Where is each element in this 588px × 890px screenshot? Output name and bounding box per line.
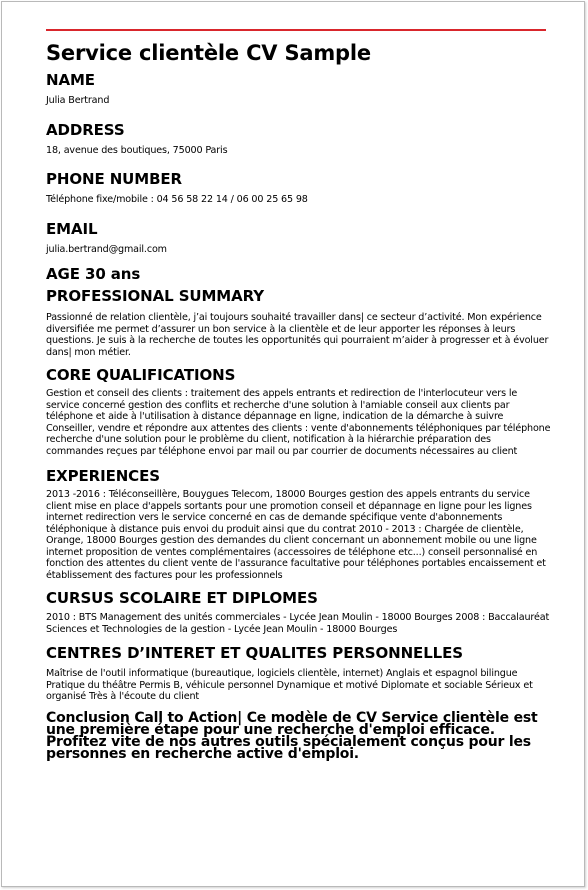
section-interests — [46, 643, 551, 703]
address-value: 18, avenue des boutiques, 75000 Paris — [46, 144, 228, 156]
section-address — [46, 120, 551, 157]
name-heading: NAME — [46, 71, 95, 89]
red-top-rule — [46, 29, 546, 31]
phone-heading: PHONE NUMBER — [46, 170, 183, 188]
education-text: 2010 : BTS Management des unités commerciales - Lycée Jean Moulin - 18000 Bourges 2008 : Baccalauréat Sciences et Technologies de la gestion - Lycée Jean Moulin - 18000 Bourges — [46, 612, 550, 635]
section-age — [46, 264, 551, 284]
address-heading: ADDRESS — [46, 120, 125, 139]
page-title: Service clientèle CV Sample — [46, 41, 371, 65]
email-value: julia.bertrand@gmail.com — [46, 243, 167, 255]
section-education — [46, 588, 551, 635]
age-heading: AGE 30 ans — [46, 265, 141, 283]
section-email — [46, 219, 551, 256]
education-heading: CURSUS SCOLAIRE ET DIPLOMES — [46, 589, 318, 607]
cv-content — [46, 39, 551, 760]
experiences-heading: EXPERIENCES — [46, 467, 160, 485]
section-experiences — [46, 466, 551, 581]
section-name — [46, 70, 551, 107]
name-value: Julia Bertrand — [46, 95, 110, 106]
qualifications-text: Gestion et conseil des clients : traitement des appels entrants et redirection de l'interlocuteur vers le service concerné gestion des conflits et recherche d'une solution à l'amiable conseil aux clients par téléphone et aide à l'utilisation à distance dépannage en ligne, indication de la démarche à suivre Conseiller, vendre et répondre aux attentes des clients : vente d'abonnements téléphoniques par téléphone recherche d'une solution pour le problème du client, notification à la hiérarchie préparation des commandes reçues par téléphone envoi par mail ou par courrier de documents nécessaires au client — [46, 388, 551, 457]
phone-value: Téléphone fixe/mobile : 04 56 58 22 14 / 06 00 25 65 98 — [46, 194, 308, 205]
conclusion-call-to-action: Conclusion Call to Action| Ce modèle de CV Service clientèle est une première étape pour une recherche d'emploi efficace. Profitez vite de nos autres outils spécialement conçus pour les personnes en recherche active d'emploi. — [46, 709, 538, 762]
interests-heading: CENTRES D’INTERET ET QUALITES PERSONNELLES — [46, 644, 463, 662]
section-summary — [46, 286, 551, 358]
experiences-text: 2013 -2016 : Téléconseillère, Bouygues Telecom, 18000 Bourges gestion des appels entrants du service client mise en place d'appels sortants pour une promotion conseil et dépannage en ligne pour les lignes internet redirection vers le service concerné en cas de demande spécifique vente d'abonnements téléphonique à distance puis envoi du produit ainsi que du contrat 2010 - 2013 : Chargée de clientèle, Orange, 18000 Bourges gestion des demandes du client concernant un abonnement mobile ou une ligne internet proposition de ventes complémentaires (accessoires de téléphone etc...) conseil personnalisé en fonction des attentes du client vente de l'assurance facultative pour téléphones portables encaissement et établissement des factures pour les professionnels — [46, 489, 546, 581]
qualifications-heading: CORE QUALIFICATIONS — [46, 366, 236, 384]
section-phone — [46, 169, 551, 206]
interests-text: Maîtrise de l'outil informatique (bureautique, logiciels clientèle, internet) Anglais et espagnol bilingue Pratique du théâtre Permis B, véhicule personnel Dynamique et motivé Diplomate et sociable Sérieux et organisé Très à l'écoute du client — [46, 668, 533, 702]
summary-heading: PROFESSIONAL SUMMARY — [46, 287, 265, 305]
section-qualifications — [46, 365, 551, 457]
cv-page — [1, 1, 585, 887]
email-heading: EMAIL — [46, 219, 98, 238]
summary-text: Passionné de relation clientèle, j’ai toujours souhaité travailler dans| ce secteur d’activité. Mon expérience diversifiée me permet d’assurer un bon service à la clientèle et de leur apporter les réponses à leurs questions. Je suis à la recherche de toutes les opportunités qui pourraient m’aider à progresser et à évoluer dans| mon métier. — [46, 312, 549, 358]
